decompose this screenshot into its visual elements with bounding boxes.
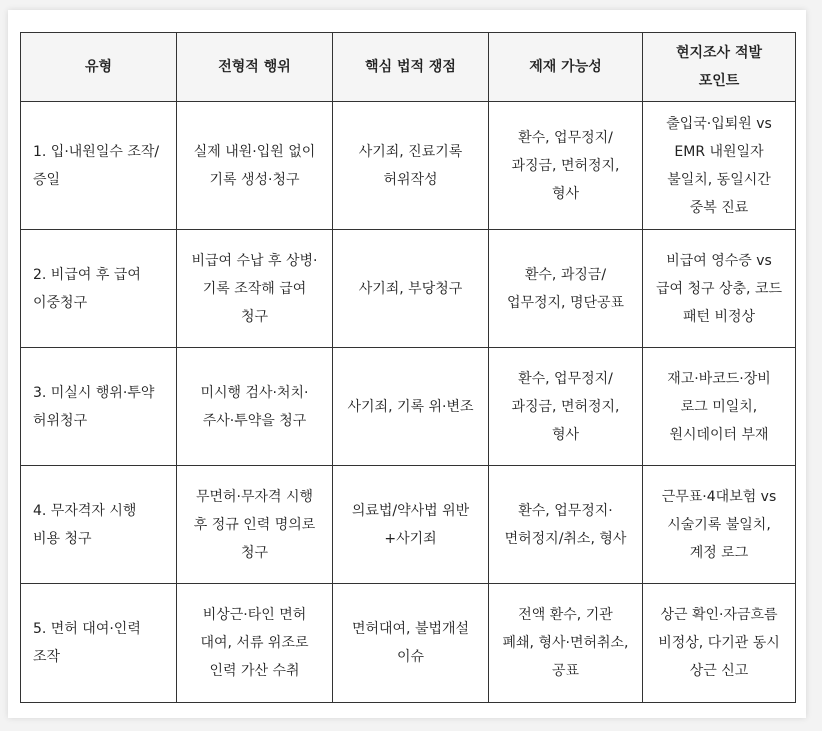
document-card xyxy=(8,10,806,718)
table-header-row xyxy=(21,33,796,102)
cell-inspection-point: 재고·바코드·장비 로그 미일치, 원시데이터 부재 xyxy=(643,348,796,466)
header-action: 전형적 행위 xyxy=(177,33,333,102)
cell-legal-issue: 사기죄, 진료기록 허위작성 xyxy=(333,102,489,230)
table-row xyxy=(21,102,796,230)
cell-type: 1. 입·내원일수 조작/증일 xyxy=(21,102,177,230)
table-row xyxy=(21,466,796,584)
cell-legal-issue: 면허대여, 불법개설 이슈 xyxy=(333,584,489,703)
cell-type: 2. 비급여 후 급여 이중청구 xyxy=(21,230,177,348)
cell-inspection-point: 비급여 영수증 vs 급여 청구 상충, 코드 패턴 비정상 xyxy=(643,230,796,348)
header-legal-issue: 핵심 법적 쟁점 xyxy=(333,33,489,102)
cell-action: 비급여 수납 후 상병·기록 조작해 급여 청구 xyxy=(177,230,333,348)
cell-legal-issue: 의료법/약사법 위반 +사기죄 xyxy=(333,466,489,584)
header-inspection-point: 현지조사 적발 포인트 xyxy=(643,33,796,102)
cell-sanction: 환수, 업무정지·면허정지/취소, 형사 xyxy=(489,466,643,584)
cell-legal-issue: 사기죄, 기록 위·변조 xyxy=(333,348,489,466)
cell-sanction: 환수, 업무정지/과징금, 면허정지, 형사 xyxy=(489,348,643,466)
table-row xyxy=(21,584,796,703)
cell-action: 무면허·무자격 시행 후 정규 인력 명의로 청구 xyxy=(177,466,333,584)
table-row xyxy=(21,230,796,348)
cell-action: 실제 내원·입원 없이 기록 생성·청구 xyxy=(177,102,333,230)
cell-inspection-point: 출입국·입퇴원 vs EMR 내원일자 불일치, 동일시간 중복 진료 xyxy=(643,102,796,230)
cell-sanction: 환수, 과징금/업무정지, 명단공표 xyxy=(489,230,643,348)
cell-legal-issue: 사기죄, 부당청구 xyxy=(333,230,489,348)
cell-inspection-point: 상근 확인·자금흐름 비정상, 다기관 동시 상근 신고 xyxy=(643,584,796,703)
cell-type: 5. 면허 대여·인력 조작 xyxy=(21,584,177,703)
fraud-type-table xyxy=(20,32,796,703)
cell-inspection-point: 근무표·4대보험 vs 시술기록 불일치, 계정 로그 xyxy=(643,466,796,584)
cell-type: 3. 미실시 행위·투약 허위청구 xyxy=(21,348,177,466)
cell-action: 미시행 검사·처치·주사·투약을 청구 xyxy=(177,348,333,466)
header-type: 유형 xyxy=(21,33,177,102)
cell-sanction: 환수, 업무정지/과징금, 면허정지, 형사 xyxy=(489,102,643,230)
cell-sanction: 전액 환수, 기관 폐쇄, 형사·면허취소, 공표 xyxy=(489,584,643,703)
cell-type: 4. 무자격자 시행 비용 청구 xyxy=(21,466,177,584)
cell-action: 비상근·타인 면허 대여, 서류 위조로 인력 가산 수취 xyxy=(177,584,333,703)
table-row xyxy=(21,348,796,466)
header-sanction: 제재 가능성 xyxy=(489,33,643,102)
